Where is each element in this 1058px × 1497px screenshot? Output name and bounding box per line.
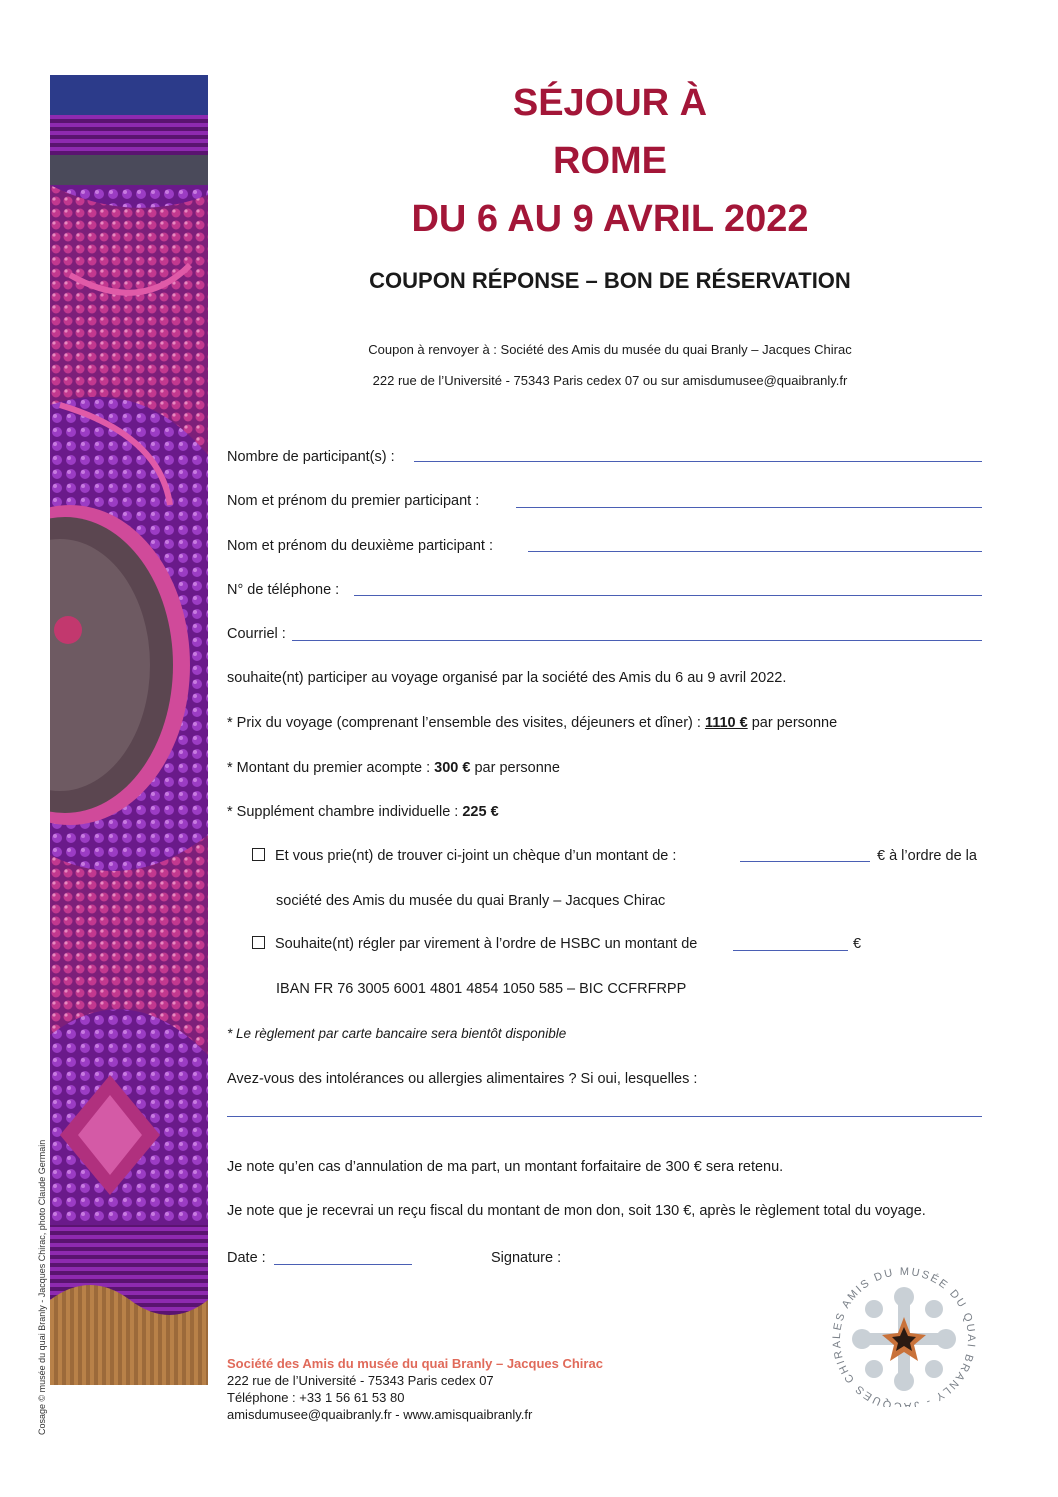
phone-label: N° de téléphone :: [227, 582, 340, 598]
cheque-checkbox[interactable]: [252, 848, 265, 861]
footer: [227, 1355, 603, 1423]
signature-label: Signature :: [491, 1250, 562, 1266]
subtitle: COUPON RÉPONSE – BON DE RÉSERVATION: [369, 268, 851, 293]
allergies-field[interactable]: [227, 1116, 982, 1117]
card-note: * Le règlement par carte bancaire sera bientôt disponible: [227, 1026, 567, 1041]
cancel-note: Je note qu’en cas d’annulation de ma part, un montant forfaitaire de 300 € sera retenu.: [227, 1159, 784, 1175]
second-participant-field[interactable]: [528, 551, 982, 552]
title-line-2: ROME: [553, 140, 667, 182]
deposit-suffix: par personne: [470, 760, 560, 776]
title-line-1: SÉJOUR À: [512, 82, 708, 124]
price-line: [227, 715, 837, 731]
iban: IBAN FR 76 3005 6001 4801 4854 1050 585 – BIC CCFRFRPP: [276, 981, 687, 997]
wish-text: souhaite(nt) participer au voyage organisé par la société des Amis du 6 au 9 avril 2022.: [227, 670, 787, 686]
participants-label: Nombre de participant(s) :: [227, 449, 395, 465]
first-participant-label: Nom et prénom du premier participant :: [227, 493, 480, 509]
transfer-suffix: €: [853, 936, 862, 952]
photo-credit: Cosage © musée du quai Branly - Jacques Chirac, photo Claude Germain: [37, 1139, 47, 1435]
address-line-2: 222 rue de l’Université - 75343 Paris cedex 07 ou sur amisdumusee@quaibranly.fr: [372, 373, 848, 388]
date-field[interactable]: [274, 1264, 412, 1265]
cheque-text: Et vous prie(nt) de trouver ci-joint un chèque d’un montant de :: [275, 848, 677, 864]
footer-web[interactable]: amisdumusee@quaibranly.fr - www.amisquaibranly.fr: [227, 1407, 533, 1422]
transfer-text: Souhaite(nt) régler par virement à l’ordre de HSBC un montant de: [275, 936, 698, 952]
transfer-line: [252, 936, 697, 952]
cheque-amount-field[interactable]: [740, 861, 870, 862]
deposit-prefix: * Montant du premier acompte :: [227, 760, 435, 776]
allergies-label: Avez-vous des intolérances ou allergies alimentaires ? Si oui, lesquelles :: [227, 1071, 698, 1087]
second-participant-label: Nom et prénom du deuxième participant :: [227, 538, 493, 554]
single-room-value: 225 €: [462, 804, 499, 820]
transfer-checkbox[interactable]: [252, 936, 265, 949]
price-value: 1110 €: [704, 715, 748, 731]
participants-field[interactable]: [414, 461, 982, 462]
footer-org: Société des Amis du musée du quai Branly – Jacques Chirac: [227, 1356, 603, 1371]
address-line-1: Coupon à renvoyer à : Société des Amis du musée du quai Branly – Jacques Chirac: [368, 342, 852, 357]
single-room-prefix: * Supplément chambre individuelle :: [227, 804, 463, 820]
title-line-3: DU 6 AU 9 AVRIL 2022: [411, 198, 809, 240]
footer-address: 222 rue de l’Université - 75343 Paris cedex 07: [227, 1373, 494, 1388]
price-prefix: * Prix du voyage (comprenant l’ensemble des visites, déjeuners et dîner) :: [227, 715, 705, 731]
price-suffix: par personne: [747, 715, 838, 731]
single-room-line: [227, 804, 499, 820]
date-label: Date :: [227, 1250, 266, 1266]
email-label: Courriel :: [227, 626, 286, 642]
cheque-line: [252, 848, 676, 864]
cheque-line-2: société des Amis du musée du quai Branly – Jacques Chirac: [276, 893, 666, 909]
footer-phone: Téléphone : +33 1 56 61 53 80: [227, 1390, 405, 1405]
phone-field[interactable]: [354, 595, 982, 596]
society-logo: [826, 1267, 982, 1407]
deposit-value: 300 €: [434, 760, 471, 776]
embroidery-image: [50, 75, 208, 1385]
logo-text: LES AMIS DU MUSÉE DU QUAI BRANLY - JACQUES CHIRA: [830, 1267, 978, 1407]
cheque-suffix: € à l’ordre de la: [877, 848, 977, 864]
transfer-amount-field[interactable]: [733, 950, 848, 951]
email-field[interactable]: [292, 640, 982, 641]
first-participant-field[interactable]: [516, 507, 982, 508]
tax-note: Je note que je recevrai un reçu fiscal du montant de mon don, soit 130 €, après le règlement total du voyage.: [227, 1203, 926, 1219]
deposit-line: [227, 760, 560, 776]
